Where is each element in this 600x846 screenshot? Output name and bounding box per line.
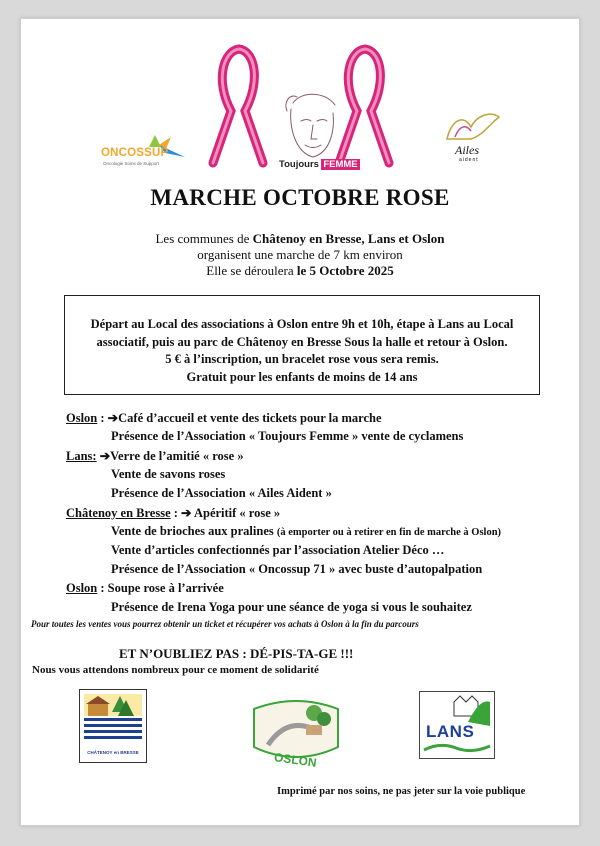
info-box-line1: Départ au Local des associations à Oslon entre 9h et 10h, étape à Lans au Local [90,317,514,331]
woman-face-icon [286,94,335,157]
ailes-word: Ailes [455,143,479,157]
oslon2-text1: : Soupe rose à l’arrivée [97,581,224,595]
femme-word: FEMME [323,159,358,170]
chatenoy-line2 [111,524,501,539]
lans-wave-icon [420,740,494,760]
info-box [64,295,540,395]
chatenoy-logo-text: CHÂTENOY en BRESSE [87,750,139,755]
sales-note: Pour toutes les ventes vous pourrez obtenir un ticket et récupérer vos achats à Oslon à la fin du parcours [31,619,419,629]
oncossup-logo [99,123,199,173]
lans-line3: Présence de l’Association « Ailes Aident » [111,486,332,500]
chatenoy-text1: : ➔ Apéritif « rose » [170,506,281,520]
info-box-line2: associatif, puis au parc de Châtenoy en Bresse Sous la halle et retour à Oslon. [96,334,508,349]
intro-line2: organisent une marche de 7 km environ [197,247,403,262]
bird-wings-icon [441,109,501,145]
oslon-line1 [66,410,382,426]
oslon2-label: Oslon [66,581,98,595]
chatenoy-line4: Présence de l’Association « Oncossup 71 » avec buste d’autopalpation [111,562,483,576]
chatenoy-line1 [66,505,280,521]
intro-line3-a: Elle se déroulera [206,263,297,278]
chatenoy-text2: Vente de brioches aux pralines [111,524,277,538]
toujours-femme-logo [279,159,360,170]
left-ribbon-icon [213,49,263,163]
chatenoy-line3: Vente d’articles confectionnés par l’association Atelier Déco … [111,543,445,557]
info-box-line4: Gratuit pour les enfants de moins de 14 ans [186,369,418,384]
oncossup-name: ONCOSSUP [101,147,169,159]
toujours-word: Toujours [279,159,319,170]
oncossup-subtitle: Oncologie Soins de Support [103,161,160,166]
closing-line: Nous vous attendons nombreux pour ce moment de solidarité [32,664,319,676]
oslon-logo [248,695,344,775]
intro-communes: Châtenoy en Bresse, Lans et Oslon [252,231,445,246]
lans-logo [419,691,495,759]
oslon2-line2: Présence de Irena Yoga pour une séance de yoga si vous le souhaitez [111,600,472,614]
chatenoy-logo [79,689,147,763]
lans-text1: ➔Verre de l’amitié « rose » [96,449,244,463]
aident-word: aident [459,157,479,163]
oslon-text1: : ➔Café d’accueil et vente des tickets pour la marche [97,411,382,425]
reminder-line: ET N’OUBLIEZ PAS : DÉ-PIS-TA-GE !!! [119,646,354,661]
footer-note: Imprimé par nos soins, ne pas jeter sur la voie publique [277,786,526,797]
pink-ribbons-illustration [201,41,401,171]
ailes-aident-logo [437,109,507,169]
oslon-logo-text: OSLON [273,750,318,770]
right-ribbon-icon [339,49,389,163]
chatenoy-label: Châtenoy en Bresse [66,506,171,520]
lans-line2: Vente de savons roses [111,467,226,481]
intro-date: le 5 Octobre 2025 [296,263,394,278]
lans-line1 [66,448,244,464]
village-river-icon [80,690,146,750]
lans-label: Lans: [66,449,97,463]
lans-logo-text: LANS [426,722,475,741]
oslon-label: Oslon [66,411,98,425]
oslon2-line1 [66,581,224,596]
page-title: MARCHE OCTOBRE ROSE [150,185,450,210]
info-box-line3: 5 € à l’inscription, un bracelet rose vous sera remis. [165,352,439,366]
oslon-line2: Présence de l’Association « Toujours Femme » vente de cyclamens [111,429,464,443]
intro-line1-a: Les communes de [155,231,253,246]
chatenoy-text2-small: (à emporter ou à retirer en fin de marche à Oslon) [276,527,502,538]
flyer-page [20,18,580,826]
intro-paragraph [21,231,579,279]
